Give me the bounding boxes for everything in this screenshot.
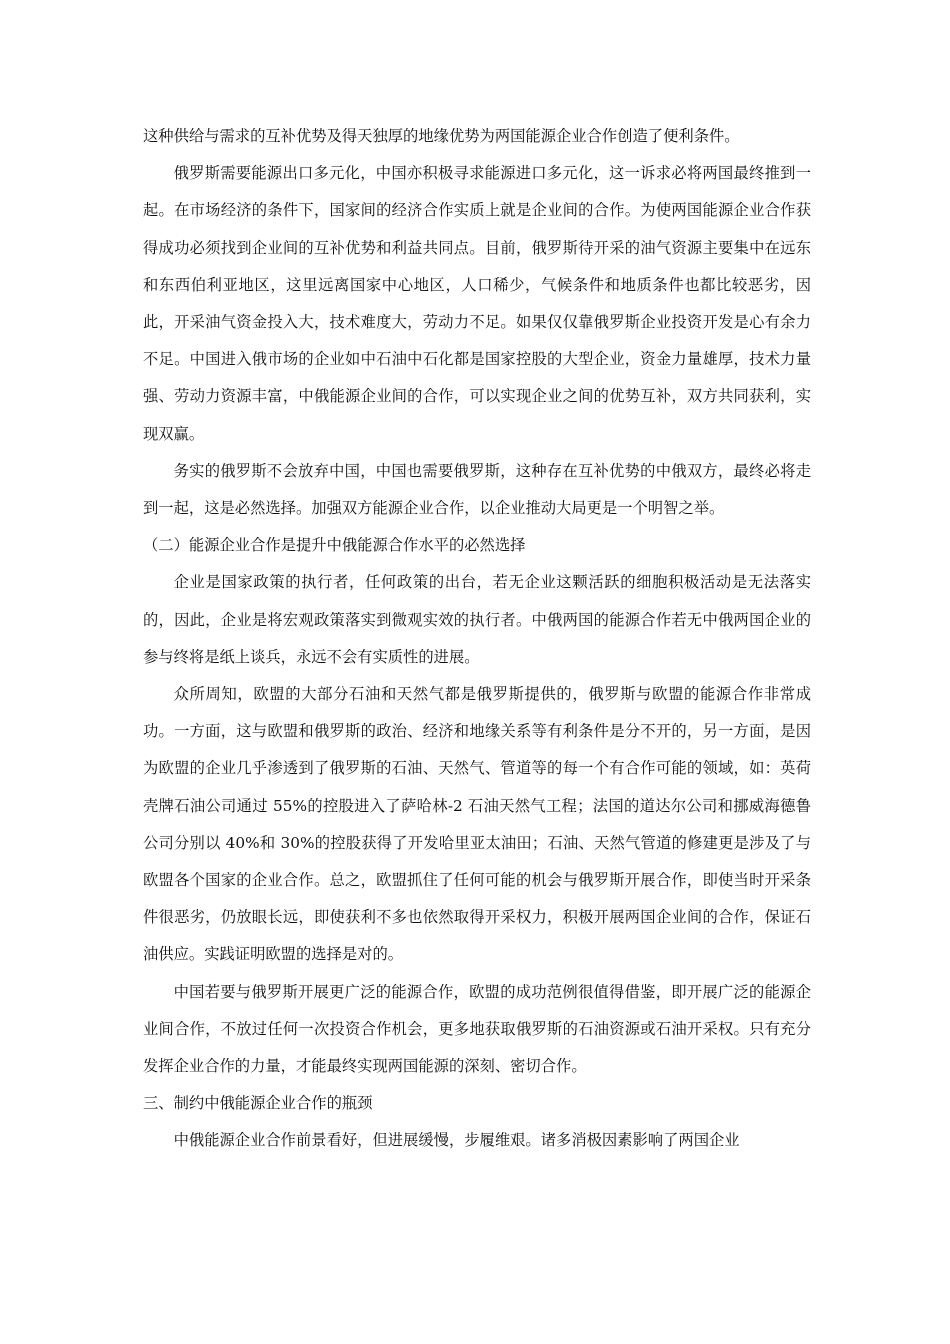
paragraph-china-learning: 中国若要与俄罗斯开展更广泛的能源合作，欧盟的成功范例很值得借鉴，即开展广泛的能源企业间合作，不放过任何一次投资合作机会，更多地获取俄罗斯的石油资源或石油开采权。只有充分发挥企业合作的力量，才能最终实现两国能源的深刻、密切合作。 [143,982,811,1076]
section-heading-2: （二）能源企业合作是提升中俄能源合作水平的必然选择 [143,536,526,555]
paragraph-enterprise-executor: 企业是国家政策的执行者，任何政策的出台，若无企业这颗活跃的细胞积极活动是无法落实的，因此，企业是将宏观政策落实到微观实效的执行者。中俄两国的能源合作若无中俄两国企业的参与终将是纸上谈兵，永远不会有实质性的进展。 [143,573,811,666]
paragraph-continuation: 这种供给与需求的互补优势及得天独厚的地缘优势为两国能源企业合作创造了便利条件。 [143,127,740,145]
paragraph-bottleneck-intro: 中俄能源企业合作前景看好，但进展缓慢，步履维艰。诸多消极因素影响了两国企业 [173,1131,740,1150]
paragraph-energy-diversification: 俄罗斯需要能源出口多元化，中国亦积极寻求能源进口多元化，这一诉求必将两国最终推到一起。在市场经济的条件下，国家间的经济合作实质上就是企业间的合作。为使两国能源企业合作获得成功必须找到企业间的互补优势和利益共同点。目前，俄罗斯待开采的油气资源主要集中在远东和东西伯利亚地区，这里远离国家中心地区，人口稀少，气候条件和地质条件也都比较恶劣，因此，开采油气资金投入大，技术难度大，劳动力不足。如果仅仅靠俄罗斯企业投资开发是心有余力不足。中国进入俄市场的企业如中石油中石化都是国家控股的大型企业，资金力量雄厚，技术力量强、劳动力资源丰富，中俄能源企业间的合作，可以实现企业之间的优势互补，双方共同获利，实现双赢。 [143,164,811,443]
paragraph-pragmatic-russia: 务实的俄罗斯不会放弃中国，中国也需要俄罗斯，这种存在互补优势的中俄双方，最终必将走到一起，这是必然选择。加强双方能源企业合作，以企业推动大局更是一个明智之举。 [143,461,811,518]
document-body [143,118,811,1160]
section-heading-3: 三、制约中俄能源企业合作的瓶颈 [143,1094,373,1113]
paragraph-eu-cooperation: 众所周知，欧盟的大部分石油和天然气都是俄罗斯提供的，俄罗斯与欧盟的能源合作非常成功。一方面，这与欧盟和俄罗斯的政治、经济和地缘关系等有利条件是分不开的，另一方面，是因为欧盟的企业几乎渗透到了俄罗斯的石油、天然气、管道等的每一个有合作可能的领域，如：英荷壳牌石油公司通过 55%的控股进入了萨哈林-2 石油天然气工程；法国的道达尔公司和挪威海德鲁公司分别以 40%和 30%的控股获得了开发哈里亚太油田；石油、天然气管道的修建更是涉及了与欧盟各个国家的企业合作。总之，欧盟抓住了任何可能的机会与俄罗斯开展合作，即使当时开采条件很恶劣，仍放眼长远，即使获利不多也依然取得开采权力，积极开展两国企业间的合作，保证石油供应。实践证明欧盟的选择是对的。 [143,685,811,964]
